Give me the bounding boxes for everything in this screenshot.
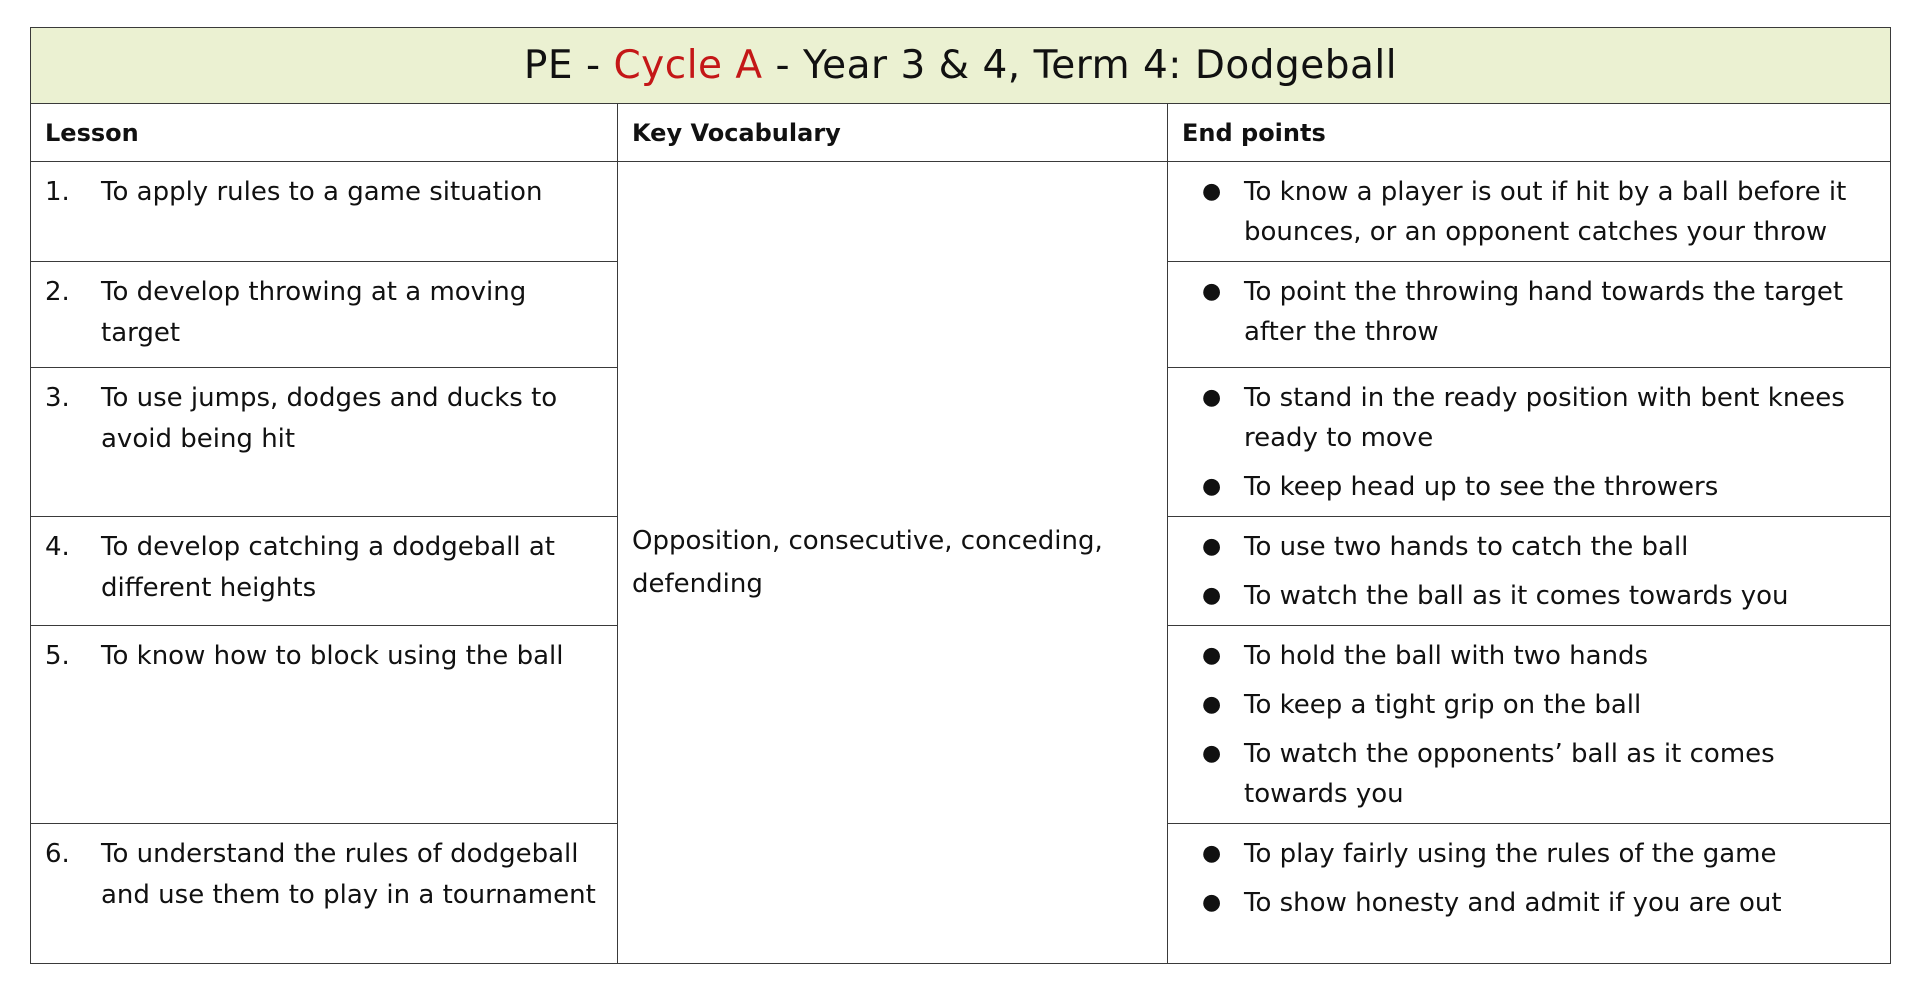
list-item bbox=[1182, 883, 1878, 923]
end-point-text: To hold the ball with two hands bbox=[1244, 641, 1649, 671]
lesson-number: 5. bbox=[45, 641, 70, 671]
bullet-icon: ● bbox=[1202, 279, 1222, 304]
list-item bbox=[1182, 636, 1878, 676]
lesson-plan-sheet bbox=[30, 27, 1890, 964]
end-points-list bbox=[1182, 272, 1878, 352]
end-points-list bbox=[1182, 378, 1878, 507]
list-item bbox=[1182, 467, 1878, 507]
end-point-text: To keep a tight grip on the ball bbox=[1244, 690, 1642, 720]
end-point-text: To keep head up to see the throwers bbox=[1244, 472, 1719, 502]
end-point-text: To watch the ball as it comes towards you bbox=[1244, 581, 1789, 611]
bullet-icon: ● bbox=[1202, 385, 1222, 410]
end-points-cell bbox=[1168, 517, 1891, 626]
end-point-text: To point the throwing hand towards the target after the throw bbox=[1244, 277, 1844, 347]
end-point-text: To know a player is out if hit by a ball before it bounces, or an opponent catches your throw bbox=[1244, 177, 1847, 247]
lesson-cell bbox=[31, 824, 618, 964]
header-row bbox=[31, 104, 1891, 162]
lesson-number: 1. bbox=[45, 177, 70, 207]
bullet-icon: ● bbox=[1202, 890, 1222, 915]
list-item bbox=[1182, 172, 1878, 252]
end-points-cell bbox=[1168, 626, 1891, 824]
lesson-cell bbox=[31, 368, 618, 517]
title-prefix: PE - bbox=[523, 43, 614, 88]
table-row bbox=[31, 162, 1891, 262]
end-points-list bbox=[1182, 636, 1878, 814]
title-suffix: - Year 3 & 4, Term 4: Dodgeball bbox=[762, 43, 1398, 88]
page-title bbox=[31, 28, 1891, 104]
end-point-text: To stand in the ready position with bent knees ready to move bbox=[1244, 383, 1845, 453]
bullet-icon: ● bbox=[1202, 179, 1222, 204]
list-item bbox=[1182, 734, 1878, 814]
header-key-vocabulary: Key Vocabulary bbox=[618, 104, 1168, 162]
list-item bbox=[1182, 685, 1878, 725]
bullet-icon: ● bbox=[1202, 534, 1222, 559]
lesson-plan-table bbox=[30, 27, 1891, 964]
header-end-points: End points bbox=[1168, 104, 1891, 162]
key-vocabulary-text: Opposition, consecutive, conceding, defending bbox=[632, 525, 1103, 599]
lesson-objective: To use jumps, dodges and ducks to avoid being hit bbox=[101, 383, 558, 454]
end-points-cell bbox=[1168, 824, 1891, 964]
header-lesson: Lesson bbox=[31, 104, 618, 162]
end-points-list bbox=[1182, 172, 1878, 252]
title-accent: Cycle A bbox=[613, 43, 763, 88]
lesson-cell bbox=[31, 626, 618, 824]
lesson-cell bbox=[31, 517, 618, 626]
lesson-number: 4. bbox=[45, 532, 70, 562]
end-points-cell bbox=[1168, 368, 1891, 517]
end-points-list bbox=[1182, 527, 1878, 616]
key-vocabulary-cell bbox=[618, 162, 1168, 964]
bullet-icon: ● bbox=[1202, 474, 1222, 499]
list-item bbox=[1182, 834, 1878, 874]
end-point-text: To show honesty and admit if you are out bbox=[1244, 888, 1782, 918]
end-points-cell bbox=[1168, 162, 1891, 262]
title-row bbox=[31, 28, 1891, 104]
lesson-number: 6. bbox=[45, 839, 70, 869]
lesson-number: 3. bbox=[45, 383, 70, 413]
lesson-number: 2. bbox=[45, 277, 70, 307]
lesson-objective: To develop catching a dodgeball at different heights bbox=[101, 532, 555, 603]
bullet-icon: ● bbox=[1202, 841, 1222, 866]
bullet-icon: ● bbox=[1202, 583, 1222, 608]
lesson-cell bbox=[31, 262, 618, 368]
end-point-text: To watch the opponents’ ball as it comes towards you bbox=[1244, 739, 1775, 809]
list-item bbox=[1182, 378, 1878, 458]
lesson-objective: To apply rules to a game situation bbox=[101, 177, 543, 207]
lesson-objective: To understand the rules of dodgeball and use them to play in a tournament bbox=[101, 839, 596, 910]
end-point-text: To play fairly using the rules of the game bbox=[1244, 839, 1777, 869]
bullet-icon: ● bbox=[1202, 741, 1222, 766]
list-item bbox=[1182, 272, 1878, 352]
list-item bbox=[1182, 576, 1878, 616]
lesson-cell bbox=[31, 162, 618, 262]
lesson-objective: To know how to block using the ball bbox=[101, 641, 564, 671]
end-points-list bbox=[1182, 834, 1878, 923]
lesson-objective: To develop throwing at a moving target bbox=[101, 277, 527, 348]
bullet-icon: ● bbox=[1202, 643, 1222, 668]
list-item bbox=[1182, 527, 1878, 567]
end-points-cell bbox=[1168, 262, 1891, 368]
end-point-text: To use two hands to catch the ball bbox=[1244, 532, 1689, 562]
bullet-icon: ● bbox=[1202, 692, 1222, 717]
